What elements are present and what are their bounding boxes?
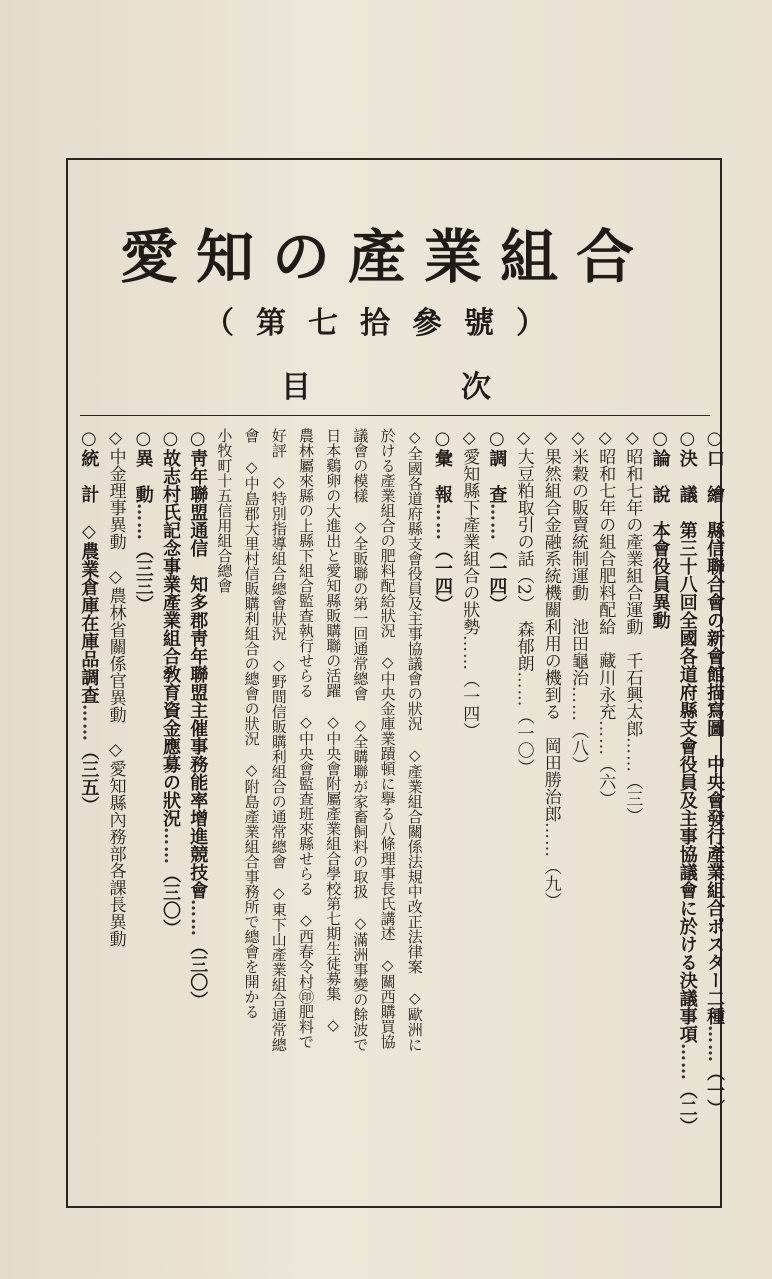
toc-page-number: （一） [704, 1063, 725, 1117]
toc-entry-text: 好評 ◇特別指導組合總會狀況 ◇野間信販購利組合の通常總會 ◇東下山產業組合通常總 [269, 428, 288, 1052]
magazine-title: 愛知の產業組合 [119, 223, 652, 291]
toc-entry [455, 428, 483, 1143]
leader-dots: …… [132, 503, 154, 541]
toc-entry [238, 428, 266, 1143]
leader-dots: …… [595, 720, 616, 756]
toc-page-number: （三五） [78, 742, 100, 814]
leader-dots: …… [459, 635, 480, 671]
leader-dots: …… [704, 1025, 725, 1063]
toc-entry [129, 428, 157, 1143]
toc-page-number: （一四） [459, 671, 480, 739]
toc-entry [510, 428, 538, 1143]
contents-heading: 目次 [281, 370, 641, 405]
toc-entry-text: ◇果然組合金融系統機關利用の機到る 岡田勝治郎 [540, 428, 561, 822]
toc-entry-text: ◇全國各道府縣支會役員及主事協議會の狀況 ◇產業組合關係法規中改正法律案 ◇歐洲に [405, 428, 424, 1052]
leader-dots: …… [622, 737, 643, 773]
toc-entry [700, 428, 728, 1143]
toc-entry-text: ○調 査 [486, 428, 508, 503]
toc-page-number: （三） [622, 773, 643, 824]
leader-dots: …… [78, 704, 100, 742]
toc-page-number: （三〇） [187, 937, 209, 1009]
toc-page-number: （九） [540, 858, 561, 909]
toc-entry-text: ◇中金理事異動 ◇農林省關係官異動 ◇愛知縣內務部各課長異動 [105, 428, 126, 947]
toc-page-number: （一〇） [513, 707, 534, 776]
toc-entry [591, 428, 619, 1143]
toc-entry [646, 428, 674, 1143]
toc-entry [374, 428, 402, 1143]
toc-entry [401, 428, 429, 1143]
leader-dots: …… [160, 827, 181, 865]
toc-entry-text: 議會の模樣 ◇全販聯の第一回通常總會 ◇全購聯が家畜飼料の取扱 ◇滿洲事變の餘波で [351, 428, 370, 1052]
toc-page-number: （六） [595, 756, 616, 807]
toc-entry-text: ◇昭和七年の產業組合運動 千石興太郎 [622, 428, 643, 737]
leader-dots: …… [432, 503, 453, 541]
toc-entry [74, 428, 102, 1143]
leader-dots: …… [486, 503, 508, 541]
toc-entry-text: ◇昭和七年の組合肥料配給 藏川永充 [595, 428, 616, 720]
toc-entry [618, 428, 646, 1143]
toc-entry [265, 428, 293, 1143]
leader-dots: …… [676, 1043, 698, 1081]
leader-dots: …… [568, 686, 588, 722]
toc-entry-text: ◇米穀の販賣統制運動 池田龜治 [568, 428, 588, 686]
toc-page-number: （三三） [132, 541, 154, 613]
leader-dots: …… [513, 671, 534, 708]
toc-entry [319, 428, 347, 1143]
toc-entry [482, 428, 510, 1143]
toc-entry-text: ◇大豆粕取引の話（2） 森郁朗 [513, 428, 534, 672]
header-rule [80, 415, 710, 416]
toc-entry [292, 428, 320, 1143]
toc-entry-text: ○故志村氏記念事業產業組合敎育資金應募の狀況 [160, 428, 181, 827]
toc-entry-text: ○統 計 ◇農業倉庫在庫品調查 [78, 428, 100, 704]
toc-entry-text: ○異 動 [132, 428, 154, 503]
toc-entry [673, 428, 701, 1143]
toc-entry-text: 農林屬來縣の上縣下組合監查執行せらる ◇中央會監查班來縣せらる ◇西春令村㊞肥料で [297, 428, 315, 1049]
toc-entry [183, 428, 211, 1143]
toc-entry-text: 小牧町十五信用組合總會 [215, 428, 234, 593]
toc-entry [346, 428, 374, 1143]
toc-entry [210, 428, 238, 1143]
toc-page-number: （八） [568, 722, 588, 773]
toc-entry-text: 日本鷄卵の大進出と愛知縣販購聯の活躍 ◇中央會附屬產業組合學校第七期生徒募集 ◇ [324, 428, 343, 1034]
toc-entry-text: ○決 議 第三十八回全國各道府縣支會役員及主事協議會に於ける決議事項 [676, 428, 698, 1043]
toc-entry-text: ○口 繪 縣信聯合會の新會館描寫圖 中央會發行產業組合ポスター二種 [704, 428, 725, 1025]
toc-page-number: （一四） [486, 541, 508, 613]
toc-entry-text: 會 ◇中島郡大里村信販購利組合の總會の狀況 ◇附島產業組合事務所で總會を開かる [242, 428, 261, 1019]
toc-entry [564, 428, 592, 1143]
toc-entry-text: ○論 說 本會役員異動 [649, 428, 671, 629]
toc-page-number: （三〇） [160, 865, 181, 937]
toc-entry [428, 428, 456, 1143]
toc-entry-text: ○彙 報 [432, 428, 453, 503]
issue-number: （第七拾參號） [204, 306, 568, 341]
toc-page-number: （二） [676, 1081, 698, 1135]
toc-entry [537, 428, 565, 1143]
toc-entry-text: ○靑年聯盟通信 知多郡靑年聯盟主催事務能率增進競技會 [187, 428, 209, 899]
toc-page-number: （一四） [432, 541, 453, 613]
toc-entry [156, 428, 184, 1143]
leader-dots: …… [187, 899, 209, 937]
leader-dots: …… [540, 822, 561, 858]
toc-entry [102, 428, 130, 1143]
toc-entry-text: ◇愛知縣下產業組合の狀勢 [459, 428, 480, 635]
toc-entry-text: 於ける產業組合の肥料配給狀況 ◇中央金庫業蹟頓に擧る八條理事長氏講述 ◇關西購買協 [378, 428, 397, 1049]
